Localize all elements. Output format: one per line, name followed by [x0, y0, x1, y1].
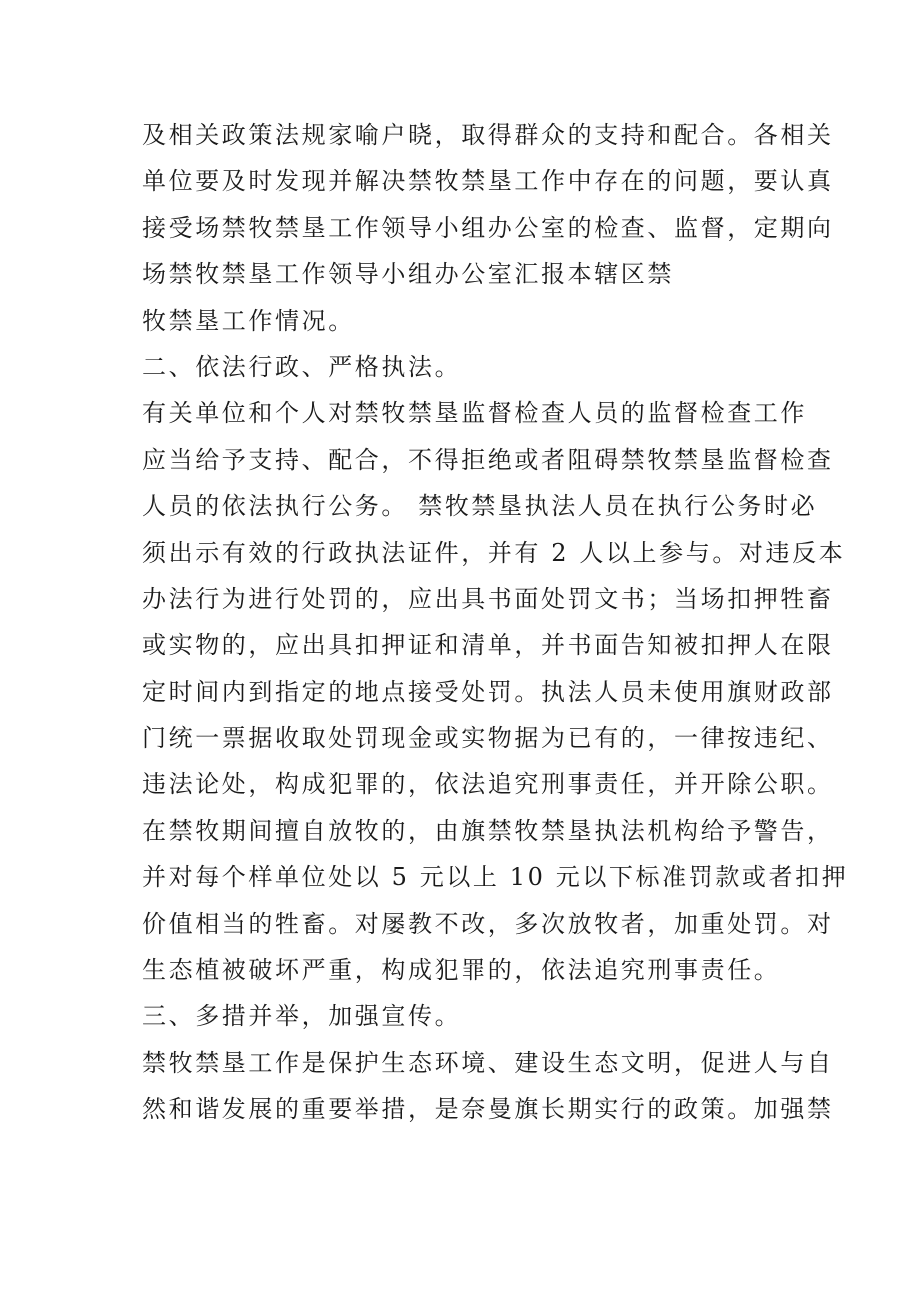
text-line: 及相关政策法规家喻户晓，取得群众的支持和配合。各相关 [142, 121, 834, 149]
text-line: 生态植被破坏严重，构成犯罪的，依法追究刑事责任。 [142, 956, 781, 985]
text-line: 办法行为进行处罚的，应出具书面处罚文书；当场扣押牲畜 [142, 584, 834, 613]
text-line: 门统一票据收取处罚现金或实物据为已有的，一律按违纪、 [142, 724, 834, 753]
text-line: 牧禁垦工作情况。 [142, 306, 355, 335]
text-line: 在禁牧期间擅自放牧的，由旗禁牧禁垦执法机构给予警告， [142, 816, 834, 845]
text-line: 有关单位和个人对禁牧禁垦监督检查人员的监督检查工作 [142, 399, 807, 428]
text-line: 定时间内到指定的地点接受处罚。执法人员未使用旗财政部 [142, 677, 834, 706]
text-line: 应当给予支持、配合，不得拒绝或者阻碍禁牧禁垦监督检查 [142, 445, 834, 474]
text-line: 或实物的，应出具扣押证和清单，并书面告知被扣押人在限 [142, 631, 834, 660]
section-heading: 三、多措并举，加强宣传。 [142, 1002, 462, 1031]
text-line: 须出示有效的行政执法证件，并有 2 人以上参与。对违反本 [142, 538, 846, 567]
text-line: 场禁牧禁垦工作领导小组办公室汇报本辖区禁 [142, 260, 674, 289]
text-line: 人员的依法执行公务。 禁牧禁垦执法人员在执行公务时必 [142, 492, 818, 521]
section-heading: 二、依法行政、严格执法。 [142, 352, 462, 381]
document-body [142, 112, 849, 1133]
text-line: 接受场禁牧禁垦工作领导小组办公室的检查、监督，定期向 [142, 213, 834, 242]
text-line: 价值相当的牲畜。对屡教不改，多次放牧者，加重处罚。对 [142, 909, 834, 938]
text-line: 并对每个样单位处以 5 元以上 10 元以下标准罚款或者扣押 [142, 863, 849, 892]
text-line: 禁牧禁垦工作是保护生态环境、建设生态文明，促进人与自 [142, 1048, 834, 1077]
text-line: 单位要及时发现并解决禁牧禁垦工作中存在的问题，要认真 [142, 167, 834, 196]
text-line: 违法论处，构成犯罪的，依法追究刑事责任，并开除公职。 [142, 770, 834, 799]
text-line: 然和谐发展的重要举措，是奈曼旗长期实行的政策。加强禁 [142, 1095, 834, 1124]
